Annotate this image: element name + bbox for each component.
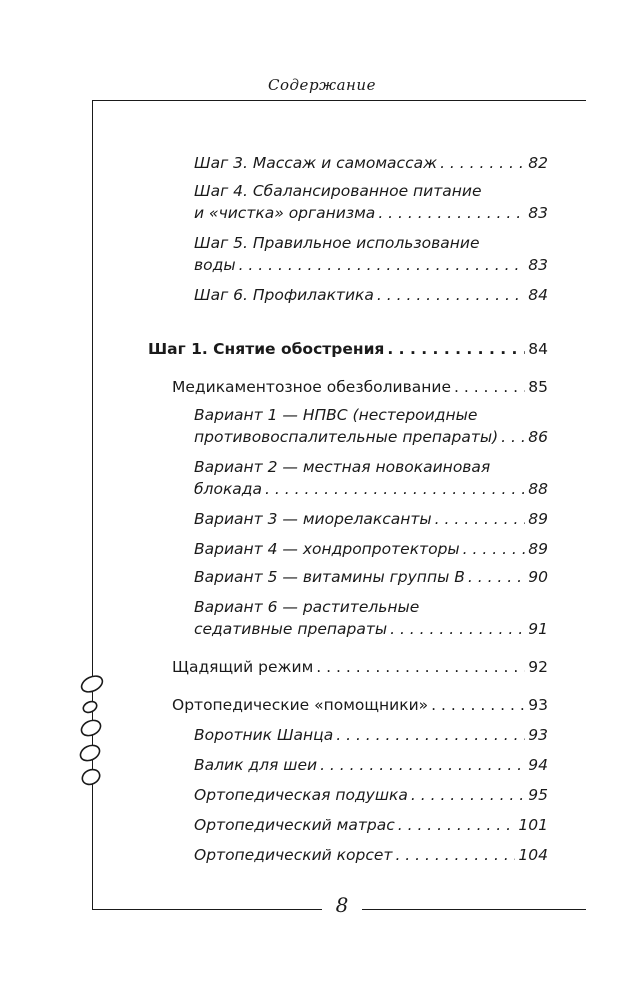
- toc-entry: [194, 754, 548, 776]
- toc-entry-page: 85: [528, 378, 548, 396]
- footer-rule-right: [362, 909, 586, 910]
- toc-entry-page: 89: [528, 540, 548, 558]
- toc-entry-page: 84: [528, 286, 548, 304]
- toc-entry-title: Шаг 3. Массаж и самомассаж: [194, 154, 438, 172]
- toc-entry-title: Щадящий режим: [172, 658, 314, 676]
- dot-leader: [239, 254, 526, 276]
- toc-entry-title: противовоспалительные препараты): [194, 428, 499, 446]
- toc-entry-title: Вариант 4 — хондропротекторы: [194, 540, 460, 558]
- toc-entry-page: 90: [528, 568, 548, 586]
- toc-entry-title: воды: [194, 256, 236, 274]
- toc-entry-title: и «чистка» организма: [194, 204, 376, 222]
- toc-entry-title: Ортопедический корсет: [194, 846, 393, 864]
- dot-leader: [265, 478, 525, 500]
- toc-entry-title: Воротник Шанца: [194, 726, 334, 744]
- toc-entry: [194, 404, 548, 448]
- toc-entry-page: 101: [518, 816, 548, 834]
- toc-entry-page: 83: [528, 256, 548, 274]
- dot-leader: [316, 656, 525, 678]
- toc-entry: [194, 508, 548, 530]
- dot-leader: [320, 754, 525, 776]
- toc-entry: [172, 694, 548, 716]
- toc-entry-page: 93: [528, 696, 548, 714]
- toc-entry-title: седативные препараты: [194, 620, 388, 638]
- toc-entry-title: Медикаментозное обезболивание: [172, 378, 451, 396]
- toc-entry-title: Вариант 3 — миорелаксанты: [194, 510, 432, 528]
- dot-leader: [501, 426, 525, 448]
- toc-entry-page: 82: [528, 154, 548, 172]
- dot-leader: [435, 508, 526, 530]
- toc-entry: [194, 284, 548, 306]
- toc-entry: [194, 232, 548, 276]
- dot-leader: [398, 814, 516, 836]
- toc-entry-title: Шаг 1. Снятие обострения: [148, 340, 385, 358]
- toc-entry-page: 104: [518, 846, 548, 864]
- toc-entry-title: Вариант 5 — витамины группы В: [194, 568, 465, 586]
- toc-entry-page: 92: [528, 658, 548, 676]
- toc-entry: [194, 566, 548, 588]
- ornament-ovals-icon: [72, 670, 112, 795]
- toc-entry-page: 84: [528, 340, 548, 358]
- toc-entry: [148, 338, 548, 360]
- toc-entry: [194, 844, 548, 866]
- toc-entry-title: Ортопедическая подушка: [194, 786, 408, 804]
- toc-entry: [172, 376, 548, 398]
- toc-entry: [172, 656, 548, 678]
- running-header: Содержание: [268, 76, 376, 94]
- dot-leader: [387, 338, 525, 360]
- toc-entry: [194, 456, 548, 500]
- toc-entry: [194, 814, 548, 836]
- toc-entry-page: 83: [528, 204, 548, 222]
- toc-entry-title: Ортопедические «помощники»: [172, 696, 429, 714]
- dot-leader: [411, 784, 525, 806]
- toc-entry-page: 89: [528, 510, 548, 528]
- toc-entry-title: Ортопедический матрас: [194, 816, 395, 834]
- dot-leader: [377, 284, 525, 306]
- footer-rule-left: [92, 909, 322, 910]
- toc-entry-page: 88: [528, 480, 548, 498]
- dot-leader: [378, 202, 525, 224]
- dot-leader: [440, 152, 525, 174]
- dot-leader: [395, 844, 515, 866]
- dot-leader: [468, 566, 525, 588]
- toc-entry: [194, 152, 548, 174]
- toc-entry-title-line1: Вариант 2 — местная новокаиновая: [194, 458, 491, 476]
- page-number: 8: [335, 893, 349, 917]
- toc-entry-page: 86: [528, 428, 548, 446]
- dot-leader: [431, 694, 525, 716]
- dot-leader: [336, 724, 525, 746]
- toc-entry-page: 93: [528, 726, 548, 744]
- dot-leader: [390, 618, 525, 640]
- toc-entry-title-line1: Шаг 4. Сбалансированное питание: [194, 182, 482, 200]
- toc-entry-title: блокада: [194, 480, 263, 498]
- toc-entry: [194, 784, 548, 806]
- toc-entry-page: 94: [528, 756, 548, 774]
- dot-leader: [463, 538, 526, 560]
- toc-entry: [194, 180, 548, 224]
- toc-entry: [194, 724, 548, 746]
- toc-entry: [194, 596, 548, 640]
- toc-entry-title: Валик для шеи: [194, 756, 318, 774]
- toc-entry-title-line1: Вариант 6 — растительные: [194, 598, 420, 616]
- toc-entry-page: 95: [528, 786, 548, 804]
- toc-entry: [194, 538, 548, 560]
- header-rule: [92, 100, 586, 101]
- toc-entry-title-line1: Вариант 1 — НПВС (нестероидные: [194, 406, 478, 424]
- dot-leader: [454, 376, 525, 398]
- toc-entry-page: 91: [528, 620, 548, 638]
- toc-entry-title-line1: Шаг 5. Правильное использование: [194, 234, 480, 252]
- toc-entry-title: Шаг 6. Профилактика: [194, 286, 374, 304]
